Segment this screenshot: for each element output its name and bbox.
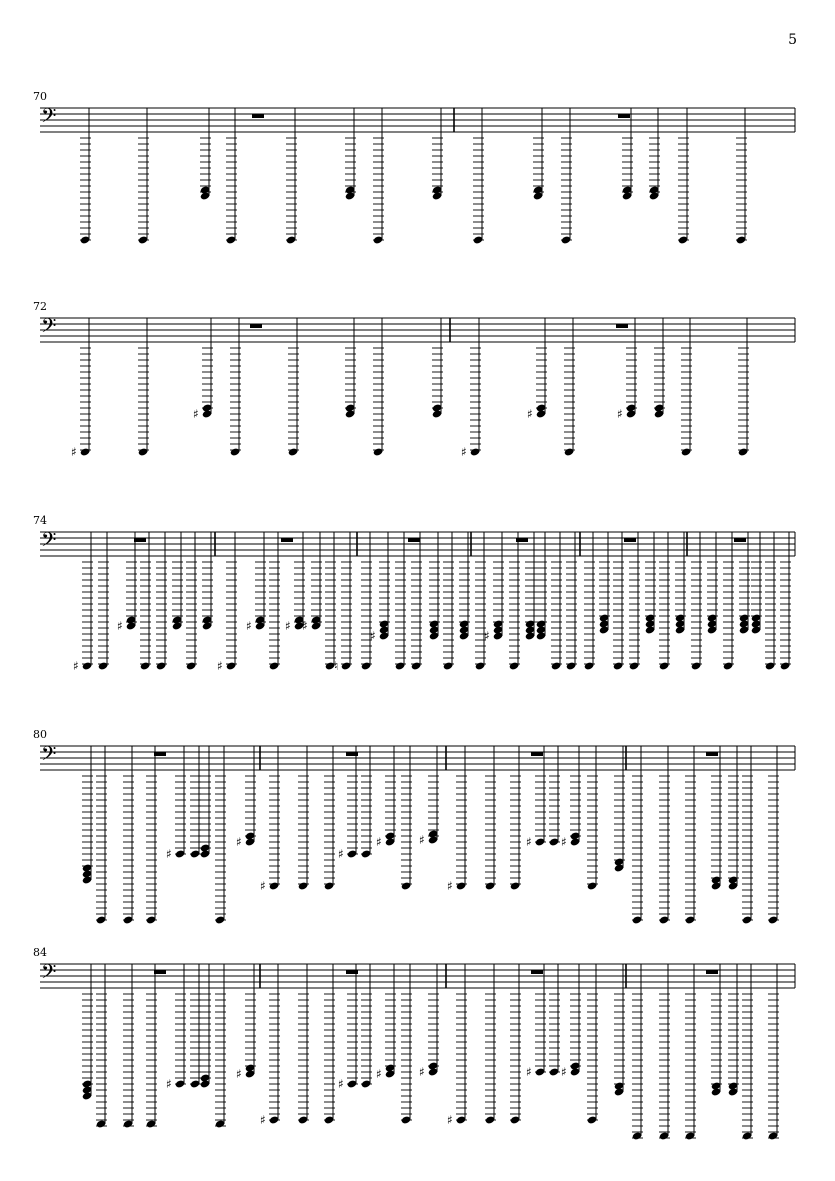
sharp-icon: ♯ xyxy=(484,629,490,643)
sharp-icon: ♯ xyxy=(217,659,223,673)
sharp-icon: ♯ xyxy=(246,619,252,633)
sharp-icon: ♯ xyxy=(419,833,425,847)
sharp-icon: ♯ xyxy=(236,1067,242,1081)
bass-clef-icon: 𝄢 xyxy=(41,960,57,988)
whole-rest xyxy=(252,114,264,118)
whole-rest xyxy=(250,324,262,328)
sharp-icon: ♯ xyxy=(285,619,291,633)
natural-icon: ♮ xyxy=(334,659,339,673)
measure-number: 80 xyxy=(33,728,47,741)
sharp-icon: ♯ xyxy=(73,659,79,673)
sharp-icon: ♯ xyxy=(447,879,453,893)
sharp-icon: ♯ xyxy=(376,835,382,849)
sharp-icon: ♯ xyxy=(527,407,533,421)
sharp-icon: ♯ xyxy=(526,1065,532,1079)
whole-rest xyxy=(624,538,636,542)
sharp-icon: ♯ xyxy=(561,1065,567,1079)
sharp-icon: ♯ xyxy=(617,407,623,421)
sharp-icon: ♯ xyxy=(260,1113,266,1127)
whole-rest xyxy=(618,114,630,118)
bass-clef-icon: 𝄢 xyxy=(41,104,57,132)
sharp-icon: ♯ xyxy=(166,847,172,861)
sharp-icon: ♯ xyxy=(302,619,308,633)
sharp-icon: ♯ xyxy=(370,629,376,643)
measure-number: 74 xyxy=(33,514,47,527)
bass-clef-icon: 𝄢 xyxy=(41,314,57,342)
whole-rest xyxy=(531,970,543,974)
measure-number: 84 xyxy=(33,946,47,959)
whole-rest xyxy=(134,538,146,542)
whole-rest xyxy=(616,324,628,328)
sharp-icon: ♯ xyxy=(166,1077,172,1091)
sharp-icon: ♯ xyxy=(260,879,266,893)
page-number: 5 xyxy=(788,32,797,48)
sharp-icon: ♯ xyxy=(71,445,77,459)
sharp-icon: ♯ xyxy=(461,445,467,459)
whole-rest xyxy=(154,752,166,756)
measure-number: 70 xyxy=(33,90,47,103)
bass-clef-icon: 𝄢 xyxy=(41,742,57,770)
whole-rest xyxy=(706,752,718,756)
whole-rest xyxy=(734,538,746,542)
sharp-icon: ♯ xyxy=(193,407,199,421)
bass-clef-icon: 𝄢 xyxy=(41,528,57,556)
sharp-icon: ♯ xyxy=(236,835,242,849)
sharp-icon: ♯ xyxy=(419,1065,425,1079)
sharp-icon: ♯ xyxy=(447,1113,453,1127)
sharp-icon: ♯ xyxy=(338,1077,344,1091)
measure-number: 72 xyxy=(33,300,47,313)
whole-rest xyxy=(706,970,718,974)
sharp-icon: ♯ xyxy=(526,835,532,849)
sharp-icon: ♯ xyxy=(561,835,567,849)
sharp-icon: ♯ xyxy=(117,619,123,633)
whole-rest xyxy=(154,970,166,974)
sharp-icon: ♯ xyxy=(338,847,344,861)
whole-rest xyxy=(531,752,543,756)
sharp-icon: ♯ xyxy=(376,1067,382,1081)
whole-rest xyxy=(408,538,420,542)
whole-rest xyxy=(281,538,293,542)
